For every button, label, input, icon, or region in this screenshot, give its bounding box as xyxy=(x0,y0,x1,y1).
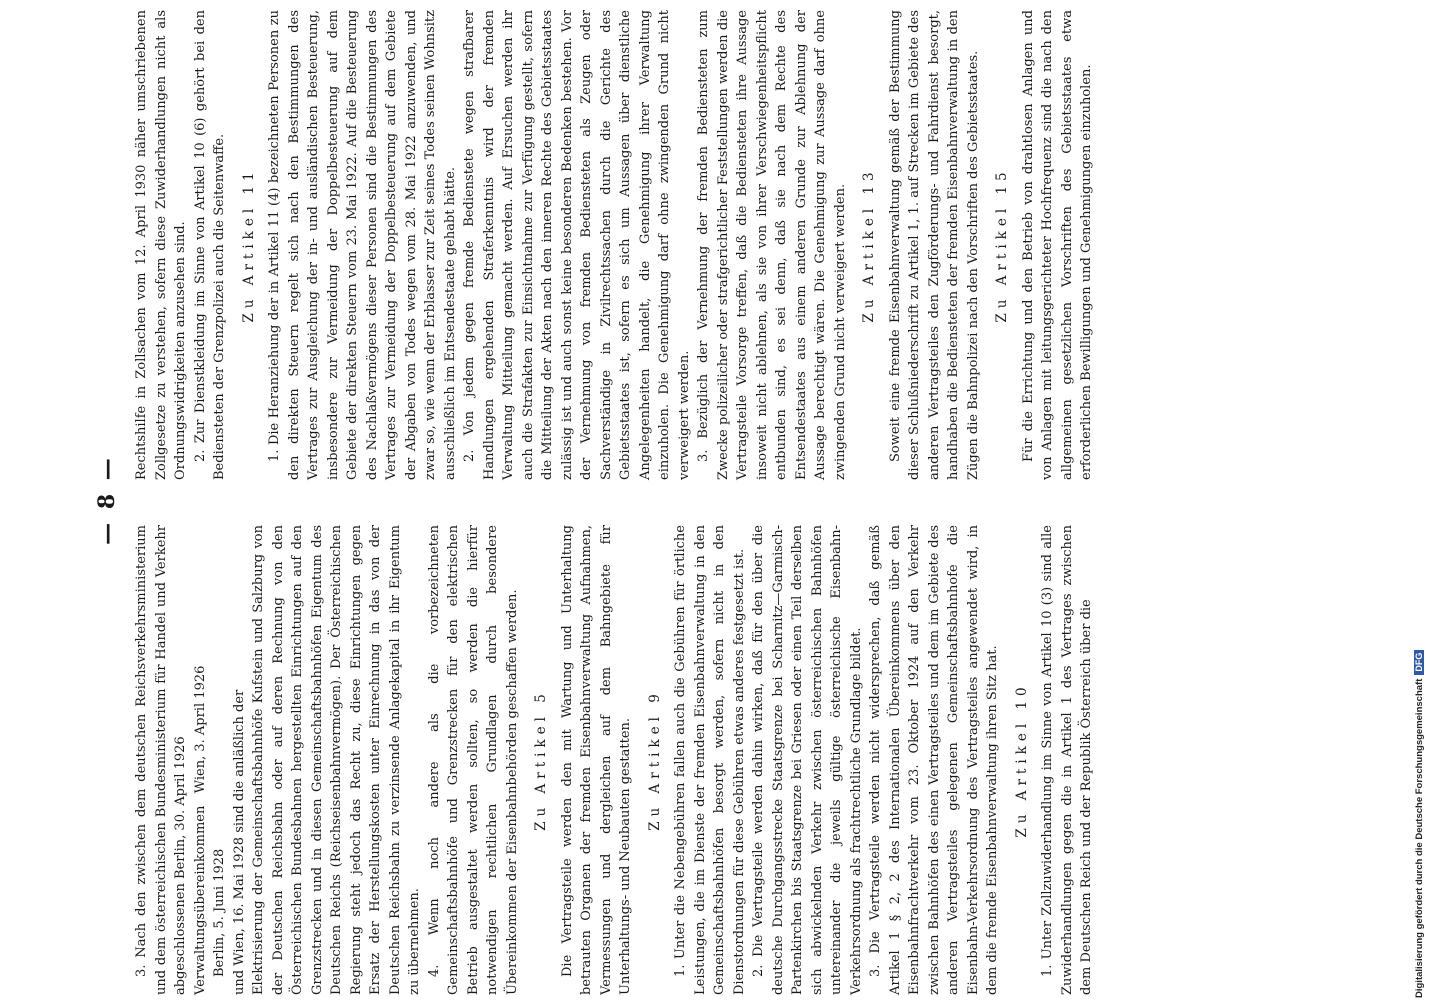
digitization-credit xyxy=(1414,8,1432,998)
left-column xyxy=(132,525,1097,995)
agreement-line: Verwaltungsübereinkommen Wien, 3. April 1926 xyxy=(192,665,208,995)
rotated-printed-page xyxy=(94,5,1300,995)
section-heading: Zu Artikel 5 xyxy=(533,689,549,831)
paragraph: 2. Von jedem gegen fremde Bedienstete wegen strafbarer Handlungen ergehenden Straferkenntnis wird der fremden Verwaltung Mitteilung gemacht werden. Auf Ersuchen werden ihr auch die Strafakten zur Einsichtnahme zur Verfügung gestellt, sofern die Mitteilung der Akten nach den inneren Rechte des Gebietsstaates zulässig ist und auch sonst keine besonderen Bedenken bestehen. Vor der Vernehmung von fremden Bediensteten als Zeugen oder Sachverständige in Zivilrechtssachen durch die Gerichte des Gebietsstaates ist, sofern es sich um Aussagen über dienstliche Angelegenheiten handelt, die Genehmigung ihrer Verwaltung einzuholen. Die Genehmigung darf ohne zwingenden Grund nicht verweigert werden. xyxy=(462,10,692,480)
paragraph: 1. Unter die Nebengebühren fallen auch die Gebühren für örtliche Leistungen, die im Dienste der fremden Eisenbahnverwaltung in den Gemeinschaftsbahnhöfen besorgt werden, sofern nicht in den Dienstordnungen für diese Gebühren etwas anderes festgesetzt ist. xyxy=(673,525,747,995)
paragraph: Für die Errichtung und den Betrieb von drahtlosen Anlagen und von Anlagen mit leitungsgerichteter Hochfrequenz sind die nach den allgemeinen gesetzlichen Vorschriften des Gebietsstaates etwa erforderlichen Bewilligungen und Genehmigungen einzuholen. xyxy=(1020,10,1094,480)
paragraph: Rechtshilfe in Zollsachen vom 12. April 1930 näher umschriebenen Zollgesetze zu verstehen, sofern diese Zuwiderhandlungen nicht als Ordnungswidrigkeiten anzusehen sind. xyxy=(134,10,188,480)
page-number: — 8 — xyxy=(94,455,120,545)
date-line: Berlin, 5. Juni 1928 xyxy=(212,848,227,977)
section-heading: Zu Artikel 15 xyxy=(994,167,1010,323)
paragraph: 2. Die Vertragsteile werden dahin wirken, daß für den über die deutsche Durchgangsstrecke Staatsgrenze bei Scharnitz—Garmisch-Partenkirchen bis Staatsgrenze bei Griesen oder einen Teil derselben sich abwickelnden Verkehr zwischen österreichischen Bahnhöfen untereinander die jeweils gültige österreichische Eisenbahn-Verkehrsordnung als frachtrechtliche Grundlage bildet. xyxy=(751,525,864,995)
paragraph: 4. Wenn noch andere als die vorbezeichneten Gemeinschaftsbahnhöfe und Grenzstrecken für den elektrischen Betrieb ausgestaltet werden sollten, so werden die hierfür notwendigen rechtlichen Grundlagen durch besondere Übereinkommen der Eisenbahnbehörden geschaffen werden. xyxy=(426,525,520,995)
paragraph: Elektrisierung der Gemeinschaftsbahnhöfe Kufstein und Salzburg von der Deutschen Reichsbahn oder auf deren Rechnung von den Österreichischen Bundesbahnen hergestellten Einrichtungen auf den Grenzstrecken und in diesen Gemeinschaftsbahnhöfen Eigentum des Deutschen Reichs (Reichseisenbahnvermögen). Der Österreichischen Regierung steht jedoch das Recht zu, diese Einrichtungen gegen Ersatz der Herstellungskosten unter Einrechnung in das von der Deutschen Reichsbahn zu verzinsende Anlagekapital in ihr Eigentum zu übernehmen. xyxy=(251,525,422,995)
section-heading: Zu Artikel 9 xyxy=(646,689,663,831)
section-heading: Zu Artikel 13 xyxy=(861,167,877,323)
paragraph: Soweit eine fremde Eisenbahnverwaltung gemäß der Bestimmung dieser Schlußniederschrift zu Artikel 1, 1. auf Strecken im Gebiete des anderen Vertragsteiles den Zugförderungs- und Fahrdienst besorgt, handhaben die Bediensteten der fremden Eisenbahnverwaltung in den Zügen die Bahnpolizei nach den Vorschriften des Gebietsstaates. xyxy=(887,10,981,480)
credit-text: Digitalisierung gefördert durch die Deutsche Forschungsgemeinschaft xyxy=(1414,678,1425,998)
section-heading: Zu Artikel 10 xyxy=(1013,682,1030,838)
paragraph: 2. Zur Dienstkleidung im Sinne von Artikel 10 (6) gehört bei den Bediensteten der Grenzpolizei auch die Seitenwaffe. xyxy=(192,10,227,480)
paragraph: 3. Bezüglich der Vernehmung der fremden Bediensteten zum Zwecke polizeilicher oder strafgerichtlicher Feststellungen werden die Vertragsteile Vorsorge treffen, daß die Bediensteten ihre Aussage insoweit nicht ablehnen, als sie von ihrer Verschwiegenheitspflicht entbunden sind, es sei denn, daß sie nach dem Rechte des Entsendestaates aus einem anderen Grunde zur Ablehnung der Aussage berechtigt wären. Die Genehmigung zur Aussage darf ohne zwingenden Grund nicht verweigert werden. xyxy=(696,10,848,480)
dfg-logo: DFG xyxy=(1414,650,1424,675)
right-column xyxy=(132,10,1097,480)
paragraph: 1. Unter Zollzuwiderhandlung im Sinne von Artikel 10 (3) sind alle Zuwiderhandlungen gegen die in Artikel 1 des Vertrages zwischen dem Deutschen Reich und der Republik Österreich über die xyxy=(1040,525,1094,995)
section-heading: Zu Artikel 11 xyxy=(240,167,257,323)
paragraph: 1. Die Heranziehung der in Artikel 11 (4) bezeichneten Personen zu den direkten Steuern regelt sich nach den Bestimmungen des Vertrages zur Ausgleichung der in- und ausländischen Besteuerung, insbesondere zur Vermeidung der Doppelbesteuerung auf dem Gebiete der direkten Steuern vom 23. Mai 1922. Auf die Besteuerung des Nachlaßvermögens dieser Personen sind die Bestimmungen des Vertrages zur Vermeidung der Doppelbesteuerung auf dem Gebiete der Abgaben von Todes wegen vom 28. Mai 1922 anzuwenden, und zwar so, wie wenn der Erblasser zur Zeit seines Todes seinen Wohnsitz ausschließlich im Entsendestaate gehabt hätte. xyxy=(267,10,458,480)
date-line: und Wien, 16. Mai 1928 sind die anläßlich der xyxy=(231,689,247,995)
paragraph: 3. Die Vertragsteile werden nicht widersprechen, daß gemäß Artikel 1 § 2, 2 des Internationalen Übereinkommens über den Eisenbahnfrachtverkehr vom 23. Oktober 1924 auf den Verkehr zwischen Bahnhöfen des einen Vertragsteiles und dem im Gebiete des anderen Vertragsteiles gelegenen Gemeinschaftsbahnhofe die Eisenbahn-Verkehrsordnung des Vertragsteiles angewendet wird, in dem die fremde Eisenbahnverwaltung ihren Sitz hat. xyxy=(868,525,1000,995)
paragraph: Die Vertragsteile werden den mit Wartung und Unterhaltung betrauten Organen der fremden Eisenbahnverwaltung Aufnahmen, Vermessungen und dergleichen auf dem Bahngebiete für Unterhaltungs- und Neubauten gestatten. xyxy=(559,525,633,995)
paragraph: 3. Nach den zwischen dem deutschen Reichsverkehrsministerium und dem österreichischen Bundesministerium für Handel und Verkehr abgeschlossenen Berlin, 30. April 1926 xyxy=(134,525,188,995)
